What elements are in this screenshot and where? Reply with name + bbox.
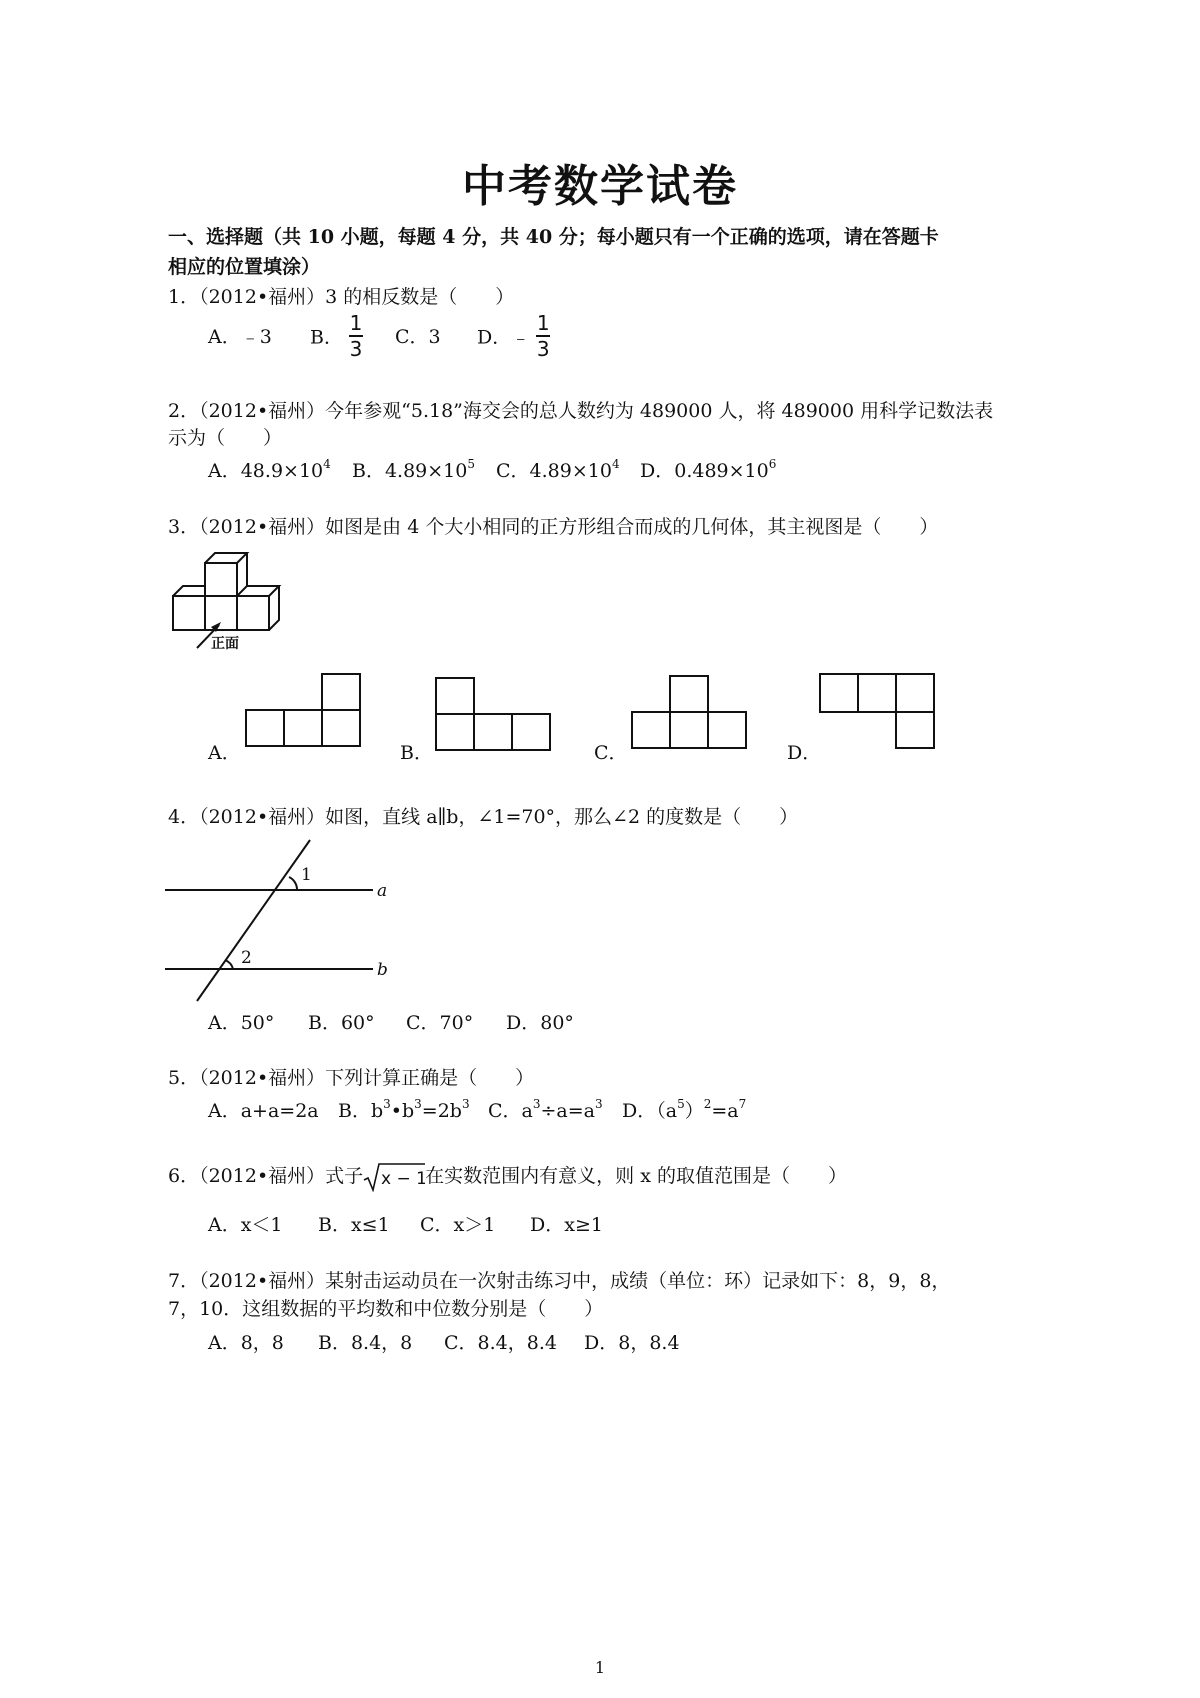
- fraction-denominator: 3: [349, 337, 363, 361]
- angle-2-arc: [225, 960, 233, 969]
- question-7-stem-line2: 7，10．这组数据的平均数和中位数分别是（ ）: [168, 1298, 604, 1320]
- q1-option-a[interactable]: A．﹣3: [208, 326, 272, 348]
- q5-option-d[interactable]: [622, 1096, 746, 1123]
- q3-option-a-label[interactable]: A．: [208, 742, 241, 764]
- q2-option-d[interactable]: [640, 456, 776, 483]
- q1-option-b-label: B．: [310, 326, 343, 349]
- fraction-numerator: 1: [349, 311, 363, 335]
- q4-option-a[interactable]: A．50°: [208, 1012, 275, 1034]
- exponent: 3: [383, 1096, 391, 1111]
- q6-option-a[interactable]: A．x＜1: [208, 1214, 283, 1236]
- exponent: 3: [595, 1096, 603, 1111]
- exponent: 3: [461, 1096, 470, 1111]
- q1-option-d-label: D．﹣: [477, 326, 531, 349]
- q7-option-c[interactable]: C．8.4，8.4: [444, 1332, 557, 1354]
- exponent: 4: [611, 456, 620, 471]
- question-2-stem-line1: 2．（2012•福州）今年参观“5.18”海交会的总人数约为 489000 人，将 489000 用科学记数法表: [168, 400, 994, 422]
- page-title: 中考数学试卷: [462, 161, 738, 212]
- q3-option-b-label[interactable]: B．: [400, 742, 433, 764]
- q4-option-c[interactable]: C．70°: [406, 1012, 474, 1034]
- q3-option-b-figure: [434, 674, 552, 754]
- q2-option-b[interactable]: [352, 456, 475, 483]
- radical-sign-icon: [363, 1162, 425, 1192]
- question-5-stem: 5．（2012•福州）下列计算正确是（ ）: [168, 1067, 535, 1089]
- option-text: A．48.9×10: [208, 460, 324, 482]
- cube-right-front: [237, 596, 269, 630]
- cube-top-front: [205, 563, 237, 596]
- option-text: B．b: [338, 1100, 384, 1122]
- q3-option-c-figure: [630, 672, 748, 752]
- q1-option-b[interactable]: [310, 312, 363, 360]
- q7-option-d[interactable]: D．8，8.4: [584, 1332, 680, 1354]
- question-4-stem: 4．（2012•福州）如图，直线 a∥b，∠1=70°，那么∠2 的度数是（ ）: [168, 806, 799, 828]
- exponent: 3: [414, 1096, 422, 1111]
- q4-parallel-lines-figure: [165, 838, 405, 1004]
- q6-option-d[interactable]: D．x≥1: [530, 1214, 603, 1236]
- question-7-stem-line1: 7．（2012•福州）某射击运动员在一次射击练习中，成绩（单位：环）记录如下：8，9，8，: [168, 1270, 951, 1292]
- q1-option-c[interactable]: C．3: [395, 326, 441, 348]
- exponent: 7: [738, 1096, 747, 1111]
- option-text: ）: [684, 1100, 704, 1122]
- stem-prefix: 6．（2012•福州）式子: [168, 1165, 364, 1187]
- cube-top-top: [205, 553, 247, 563]
- option-text: C．a: [488, 1100, 533, 1122]
- q4-option-b[interactable]: B．60°: [308, 1012, 375, 1034]
- q3-option-d-label[interactable]: D．: [787, 742, 822, 764]
- q2-option-a[interactable]: [208, 456, 331, 483]
- cube-left-front: [173, 596, 205, 630]
- section-heading-line2: 相应的位置填涂）: [168, 256, 321, 278]
- cube-top-side: [237, 553, 247, 596]
- option-text: =2b: [421, 1100, 462, 1122]
- exponent: 5: [467, 456, 476, 471]
- q3-option-c-label[interactable]: C．: [594, 742, 628, 764]
- q5-option-b[interactable]: [338, 1096, 470, 1123]
- q1-option-d[interactable]: [477, 312, 550, 360]
- page-number: 1: [594, 1658, 606, 1677]
- q1-option-d-fraction: [536, 312, 550, 360]
- cube-right-top: [247, 586, 279, 596]
- option-text: D．0.489×10: [640, 460, 769, 482]
- option-text: •b: [390, 1100, 415, 1122]
- angle-2-label: 2: [241, 948, 252, 968]
- q3-cube-figure: [165, 548, 295, 656]
- exponent: 3: [532, 1096, 541, 1111]
- angle-1-label: 1: [301, 865, 312, 885]
- angle-1-arc: [289, 877, 297, 890]
- q7-option-b[interactable]: B．8.4，8: [318, 1332, 413, 1354]
- q6-option-c[interactable]: C．x＞1: [420, 1214, 496, 1236]
- question-3-stem: 3．（2012•福州）如图是由 4 个大小相同的正方形组合而成的几何体，其主视图是（ ）: [168, 516, 939, 538]
- exponent: 5: [677, 1096, 685, 1111]
- option-text: ÷a=a: [540, 1100, 596, 1122]
- question-1-stem: 1．（2012•福州）3 的相反数是（ ）: [168, 286, 515, 308]
- cube-left-top: [173, 586, 205, 596]
- exponent: 6: [768, 456, 777, 471]
- q5-option-a[interactable]: A．a+a=2a: [208, 1100, 319, 1122]
- sqrt-expression: [363, 1162, 425, 1192]
- fraction-denominator: 3: [536, 337, 550, 361]
- option-text: C．4.89×10: [496, 460, 612, 482]
- q7-option-a[interactable]: A．8，8: [208, 1332, 284, 1354]
- exponent: 2: [703, 1096, 712, 1111]
- cube-right-side: [269, 586, 279, 630]
- fraction-numerator: 1: [536, 311, 550, 335]
- question-6-stem: [168, 1162, 847, 1192]
- front-label: 正面: [211, 636, 239, 652]
- q3-option-a-figure: [244, 670, 362, 750]
- q6-option-b[interactable]: B．x≤1: [318, 1214, 390, 1236]
- line-b-label: b: [377, 960, 388, 980]
- radicand: x − 1: [381, 1169, 426, 1189]
- q5-option-c[interactable]: [488, 1096, 603, 1123]
- section-heading-line1: 一、选择题（共 10 小题，每题 4 分，共 40 分；每小题只有一个正确的选项，请在答题卡: [168, 226, 939, 248]
- stem-suffix: 在实数范围内有意义，则 x 的取值范围是（ ）: [425, 1165, 847, 1187]
- q2-option-c[interactable]: [496, 456, 620, 483]
- option-text: D．（a: [622, 1100, 678, 1122]
- question-2-stem-line2: 示为（ ）: [168, 427, 283, 449]
- transversal-line: [197, 840, 310, 1001]
- option-text: =a: [711, 1100, 739, 1122]
- q4-option-d[interactable]: D．80°: [506, 1012, 574, 1034]
- cube-mid-front: [205, 596, 237, 630]
- exponent: 4: [323, 456, 331, 471]
- option-text: B．4.89×10: [352, 460, 468, 482]
- q1-option-b-fraction: [349, 312, 363, 360]
- q3-option-d-figure: [818, 672, 938, 752]
- line-a-label: a: [377, 881, 388, 901]
